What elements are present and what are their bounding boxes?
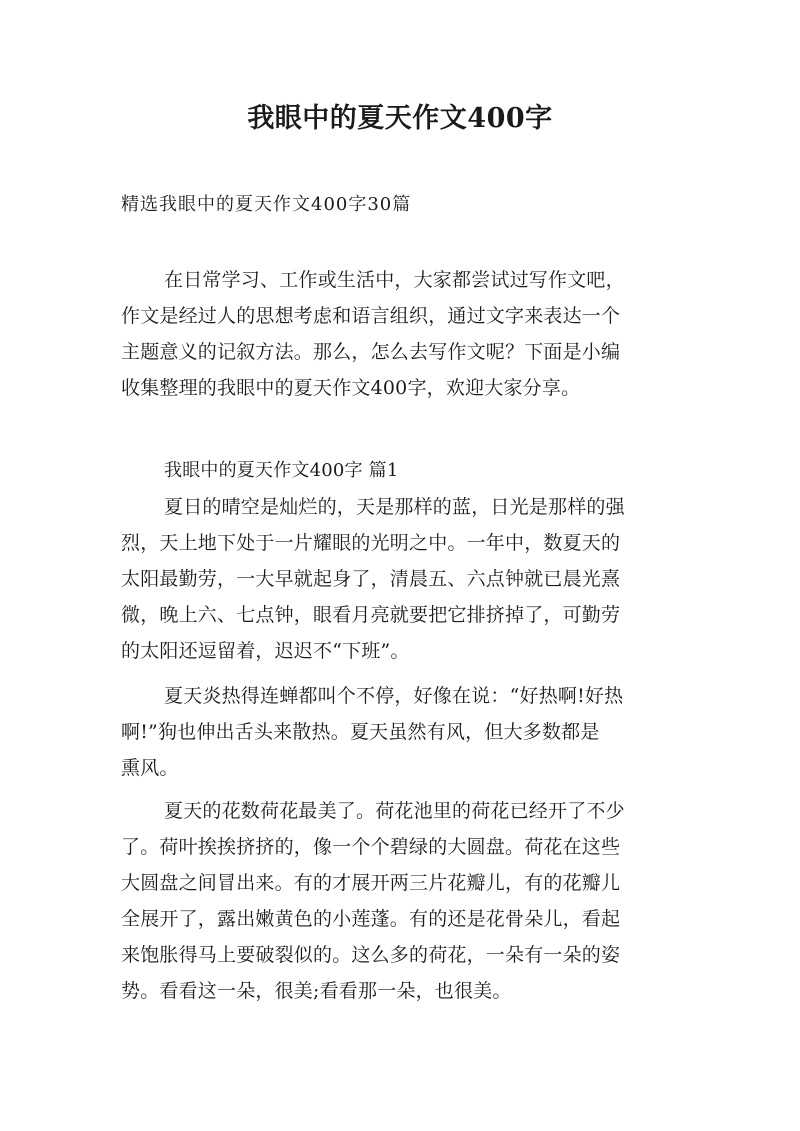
document-title: 我眼中的夏天作文400字	[247, 103, 553, 134]
paragraph-line: 的太阳还逗留着，迟迟不“下班”。	[121, 640, 410, 662]
paragraph-line: 势。看看这一朵，很美;看看那一朵，也很美。	[121, 980, 512, 1002]
paragraph-line: 了。荷叶挨挨挤挤的，像一个个碧绿的大圆盘。荷花在这些	[121, 836, 621, 858]
paragraph-line: 全展开了，露出嫩黄色的小莲蓬。有的还是花骨朵儿，看起	[121, 908, 621, 930]
paragraph-line: 夏日的晴空是灿烂的，天是那样的蓝，日光是那样的强	[164, 496, 625, 518]
section-heading: 我眼中的夏天作文400字 篇1	[164, 460, 399, 481]
paragraph-line: 啊!”狗也伸出舌头来散热。夏天虽然有风，但大多数都是	[121, 721, 600, 743]
intro-line: 主题意义的记叙方法。那么，怎么去写作文呢？下面是小编	[121, 341, 621, 363]
intro-line: 作文是经过人的思想考虑和语言组织，通过文字来表达一个	[121, 305, 621, 327]
paragraph-line: 烈，天上地下处于一片耀眼的光明之中。一年中，数夏天的	[121, 532, 621, 554]
document-subtitle: 精选我眼中的夏天作文400字30篇	[121, 194, 412, 215]
paragraph-line: 熏风。	[121, 757, 179, 779]
paragraph-line: 大圆盘之间冒出来。有的才展开两三片花瓣儿，有的花瓣儿	[121, 872, 621, 894]
paragraph-line: 夏天炎热得连蝉都叫个不停，好像在说：“好热啊!好热	[164, 685, 624, 707]
intro-line: 收集整理的我眼中的夏天作文400字，欢迎大家分享。	[121, 377, 581, 399]
paragraph-line: 太阳最勤劳，一大早就起身了，清晨五、六点钟就已晨光熹	[121, 568, 621, 590]
paragraph-line: 来饱胀得马上要破裂似的。这么多的荷花，一朵有一朵的姿	[121, 944, 621, 966]
paragraph-line: 微，晚上六、七点钟，眼看月亮就要把它排挤掉了，可勤劳	[121, 604, 621, 626]
paragraph-line: 夏天的花数荷花最美了。荷花池里的荷花已经开了不少	[164, 800, 625, 822]
intro-line: 在日常学习、工作或生活中，大家都尝试过写作文吧，	[164, 269, 625, 291]
